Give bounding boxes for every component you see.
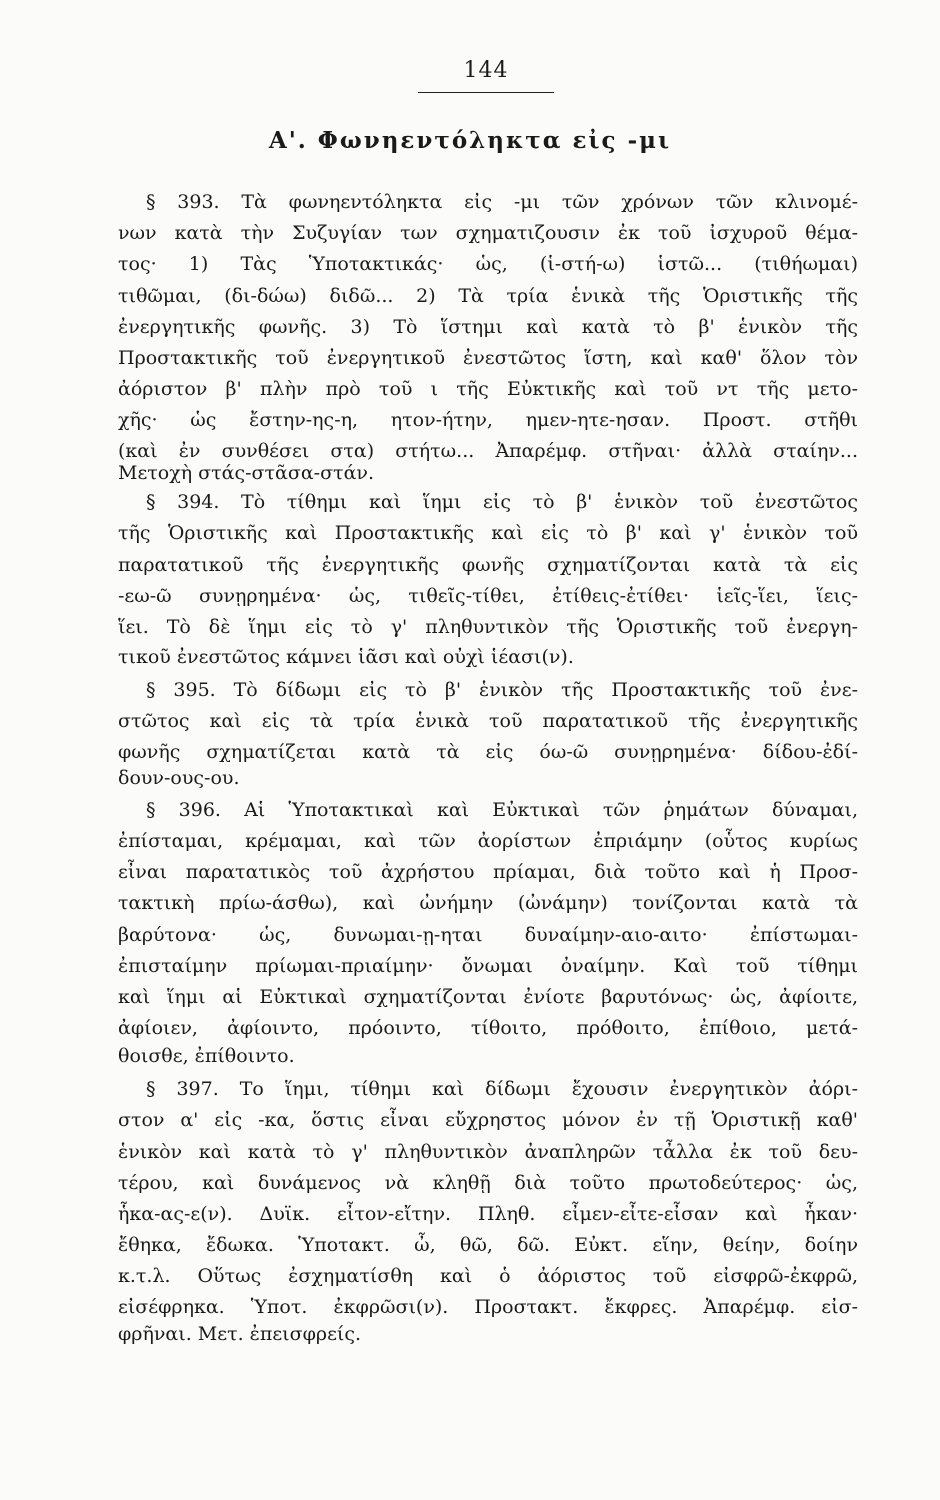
text-line: θοισθε, ἐπίθοιντο.	[118, 1045, 295, 1067]
text-line: κ.τ.λ. Οὕτως ἐσχηματίσθη καὶ ὁ ἀόριστος τοῦ εἰσφρῶ-ἐκφρῶ,	[118, 1265, 858, 1287]
text-line: δουν-ους-ου.	[118, 767, 240, 789]
text-line: ἵει. Τὸ δὲ ἵημι εἰς τὸ γ' πληθυντικὸν τῆς Ὁριστικῆς τοῦ ἐνεργη-	[118, 616, 858, 638]
page-number: 144	[463, 58, 509, 83]
section-title: Α'. Φωνηεντόληκτα εἰς -μι	[268, 127, 672, 154]
text-line: τακτικὴ πρίω-άσθω), καὶ ὠνήμην (ὠνάμην) τονίζονται κατὰ τὰ	[118, 892, 858, 914]
text-line: ἀφίοιεν, ἀφίοιντο, πρόοιντο, τίθοιτο, πρόθοιτο, ἐπίθοιο, μετά-	[118, 1017, 858, 1039]
text-line: § 397. Το ἵημι, τίθημι καὶ δίδωμι ἔχουσιν ἐνεργητικὸν ἀόρι-	[146, 1078, 858, 1100]
text-line: Μετοχὴ στάς-στᾶσα-στάν.	[118, 462, 374, 484]
text-line: παρατατικοῦ τῆς ἐνεργητικῆς φωνῆς σχηματίζονται κατὰ τὰ εἰς	[118, 554, 858, 576]
text-line: § 395. Τὸ δίδωμι εἰς τὸ β' ἑνικὸν τῆς Προστακτικῆς τοῦ ἐνε-	[146, 679, 858, 701]
header-rule	[418, 92, 554, 93]
text-line: εἶναι παρατατικὸς τοῦ ἀχρήστου πρίαμαι, διὰ τοῦτο καὶ ἡ Προσ-	[118, 861, 858, 883]
text-line: στον α' εἰς -κα, ὅστις εἶναι εὔχρηστος μόνον ἐν τῇ Ὁριστικῇ καθ'	[118, 1109, 858, 1131]
text-line: Προστακτικῆς τοῦ ἐνεργητικοῦ ἐνεστῶτος ἵστη, καὶ καθ' ὅλον τὸν	[118, 347, 858, 369]
text-line: τικοῦ ἐνεστῶτος κάμνει ἱᾶσι καὶ οὐχὶ ἱέασι(ν).	[118, 646, 574, 668]
text-line: (καὶ ἐν συνθέσει στα) στήτω... Ἀπαρέμφ. στῆναι· ἀλλὰ σταίην...	[118, 440, 858, 462]
text-line: § 394. Τὸ τίθημι καὶ ἵημι εἰς τὸ β' ἑνικὸν τοῦ ἐνεστῶτος	[146, 491, 858, 513]
text-line: § 396. Αἱ Ὑποτακτικαὶ καὶ Εὐκτικαὶ τῶν ῥημάτων δύναμαι,	[146, 799, 858, 821]
text-line: τιθῶμαι, (δι-δώω) διδῶ... 2) Τὰ τρία ἑνικὰ τῆς Ὁριστικῆς τῆς	[118, 285, 858, 307]
text-line: ἑνικὸν καὶ κατὰ τὸ γ' πληθυντικὸν ἀναπληρῶν τἆλλα ἐκ τοῦ δευ-	[118, 1141, 858, 1163]
text-line: ἐπισταίμην πρίωμαι-πριαίμην· ὄνωμαι ὀναίμην. Καὶ τοῦ τίθημι	[118, 955, 858, 977]
text-line: -εω-ῶ συνῃρημένα· ὡς, τιθεῖς-τίθει, ἐτίθεις-ἐτίθει· ἱεῖς-ἵει, ἵεις-	[118, 585, 858, 607]
text-line: τος· 1) Τὰς Ὑποτακτικάς· ὡς, (ἱ-στή-ω) ἱστῶ... (τιθήωμαι)	[118, 253, 858, 275]
text-line: φρῆναι. Μετ. ἐπεισφρείς.	[118, 1323, 362, 1345]
text-line: χῆς· ὡς ἔστην-ης-η, ητον-ήτην, ημεν-ητε-ησαν. Προστ. στῆθι	[118, 409, 858, 431]
text-line: § 393. Τὰ φωνηεντόληκτα εἰς -μι τῶν χρόνων τῶν κλινομέ-	[146, 191, 858, 213]
text-line: νων κατὰ τὴν Συζυγίαν των σχηματιζουσιν ἐκ τοῦ ἰσχυροῦ θέμα-	[118, 222, 858, 244]
text-line: βαρύτονα· ὡς, δυνωμαι-ῃ-ηται δυναίμην-αιο-αιτο· ἐπίστωμαι-	[118, 924, 858, 946]
text-line: ἧκα-ας-ε(ν). Δυϊκ. εἶτον-εἴτην. Πληθ. εἶμεν-εἶτε-εἶσαν καὶ ἧκαν·	[118, 1203, 858, 1225]
text-line: τέρου, καὶ δυνάμενος νὰ κληθῇ διὰ τοῦτο πρωτοδεύτερος· ὡς,	[118, 1172, 858, 1194]
text-line: ἔθηκα, ἔδωκα. Ὑποτακτ. ὦ, θῶ, δῶ. Εὐκτ. εἵην, θείην, δοίην	[118, 1234, 858, 1256]
text-line: στῶτος καὶ εἰς τὰ τρία ἑνικὰ τοῦ παρατατικοῦ τῆς ἐνεργητικῆς	[118, 710, 858, 732]
text-line: εἰσέφρηκα. Ὑποτ. ἐκφρῶσι(ν). Προστακτ. ἔκφρες. Ἀπαρέμφ. εἰσ-	[118, 1296, 858, 1318]
text-line: ἐνεργητικῆς φωνῆς. 3) Τὸ ἵστημι καὶ κατὰ τὸ β' ἑνικὸν τῆς	[118, 316, 858, 338]
text-line: ἀόριστον β' πλὴν πρὸ τοῦ ι τῆς Εὐκτικῆς καὶ τοῦ ντ τῆς μετο-	[118, 378, 858, 400]
text-line: φωνῆς σχηματίζεται κατὰ τὰ εἰς όω-ῶ συνῃρημένα· δίδου-ἐδί-	[118, 741, 858, 763]
text-line: τῆς Ὁριστικῆς καὶ Προστακτικῆς καὶ εἰς τὸ β' καὶ γ' ἑνικὸν τοῦ	[118, 522, 858, 544]
text-line: καὶ ἵημι αἱ Εὐκτικαὶ σχηματίζονται ἐνίοτε βαρυτόνως· ὡς, ἀφίοιτε,	[118, 986, 858, 1008]
text-line: ἐπίσταμαι, κρέμαμαι, καὶ τῶν ἀορίστων ἐπριάμην (οὗτος κυρίως	[118, 830, 858, 852]
